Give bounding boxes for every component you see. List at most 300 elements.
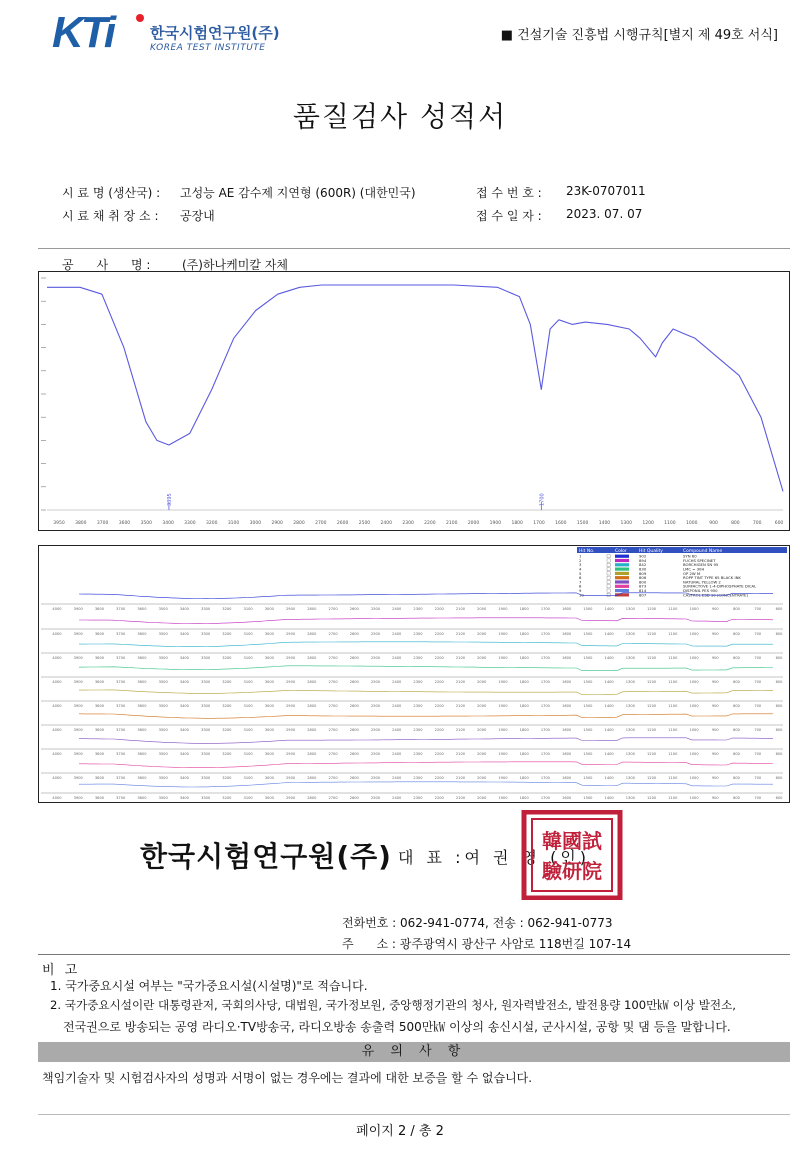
x-tick-label: 3000 — [249, 521, 262, 526]
legend-header-cell: Hit Quality — [639, 549, 663, 554]
stacked-tick-label: 4000 — [52, 607, 62, 611]
stacked-tick-label: 3000 — [264, 796, 274, 800]
stacked-tick-label: 3800 — [94, 752, 105, 756]
legend-color-swatch — [615, 589, 629, 592]
stacked-tick-label: 1800 — [519, 728, 529, 732]
stacked-tick-label: 3400 — [179, 704, 189, 708]
form-reference: ■ 건설기술 진흥법 시행규칙[별지 제 49호 서식] — [500, 28, 778, 43]
stacked-tick-label: 3100 — [243, 656, 253, 660]
stacked-tick-label: 1000 — [689, 728, 699, 732]
stacked-tick-label: 1300 — [625, 752, 635, 756]
sample-name-label: 시 료 명 (생산국) : — [62, 186, 161, 200]
stacked-tick-label: 3900 — [73, 656, 83, 660]
legend-header-cell: Color — [615, 549, 627, 554]
legend-compound-name: SURFACTOVE 1-4-DIPHOSPHATE DICAL — [683, 583, 757, 589]
stacked-tick-label: 2700 — [328, 728, 338, 732]
stacked-tick-label: 2000 — [477, 704, 487, 708]
stacked-tick-label: 2800 — [307, 796, 317, 800]
x-tick-label: 3200 — [206, 521, 218, 526]
stacked-tick-label: 1600 — [562, 704, 572, 708]
stacked-spectrum-line — [79, 782, 773, 787]
legend-color-swatch — [615, 555, 629, 558]
stacked-tick-label: 900 — [711, 656, 719, 660]
logo-english-name: KOREA TEST INSTITUTE — [150, 43, 266, 53]
stacked-tick-label: 800 — [733, 776, 740, 780]
legend-hit-quality: 807 — [639, 592, 647, 598]
stacked-tick-label: 2400 — [392, 704, 402, 708]
stacked-tick-label: 700 — [754, 632, 762, 636]
stacked-spectrum-line — [79, 593, 773, 599]
stacked-tick-label: 3300 — [201, 796, 211, 800]
stacked-tick-label: 3800 — [94, 776, 105, 780]
stacked-tick-label: 2500 — [370, 680, 381, 684]
legend-color-swatch — [615, 572, 629, 575]
stacked-tick-label: 2100 — [455, 728, 466, 732]
stacked-tick-label: 800 — [733, 632, 740, 636]
stacked-tick-label: 1700 — [540, 632, 550, 636]
legend-hit-quality: 814 — [639, 588, 647, 593]
receipt-number-value: 23K-0707011 — [566, 184, 646, 198]
stacked-tick-label: 1900 — [498, 796, 508, 800]
stacked-tick-label: 1000 — [689, 704, 699, 708]
stacked-tick-label: 2600 — [349, 752, 359, 756]
stacked-tick-label: 1800 — [519, 632, 529, 636]
stacked-tick-label: 3600 — [137, 776, 147, 780]
x-tick-label: 1500 — [576, 521, 589, 526]
stacked-tick-label: 4000 — [52, 680, 62, 684]
stacked-tick-label: 3500 — [158, 776, 168, 780]
x-tick-label: 600 — [774, 521, 784, 526]
stacked-tick-label: 1300 — [625, 680, 635, 684]
stacked-tick-label: 2100 — [455, 796, 466, 800]
stacked-tick-label: 2400 — [392, 680, 402, 684]
legend-color-swatch — [615, 559, 629, 562]
legend-checkbox — [607, 589, 610, 592]
stacked-tick-label: 1900 — [498, 728, 508, 732]
stacked-tick-label: 2300 — [413, 796, 423, 800]
stacked-tick-label: 4000 — [52, 752, 62, 756]
stacked-tick-label: 1100 — [668, 607, 678, 611]
stacked-tick-label: 2900 — [286, 776, 296, 780]
x-tick-label: 1700 — [533, 521, 545, 526]
stacked-tick-label: 1200 — [647, 656, 657, 660]
stacked-tick-label: 1400 — [604, 776, 614, 780]
stacked-tick-label: 1000 — [689, 607, 699, 611]
x-tick-label: 3700 — [96, 521, 109, 526]
stacked-tick-label: 2100 — [455, 776, 466, 780]
stacked-tick-label: 1400 — [604, 704, 614, 708]
stacked-tick-label: 1100 — [668, 656, 678, 660]
stacked-tick-label: 1000 — [689, 680, 699, 684]
stacked-tick-label: 2800 — [307, 776, 317, 780]
stacked-tick-label: 3500 — [158, 680, 168, 684]
stacked-tick-label: 1000 — [689, 776, 699, 780]
stacked-tick-label: 1800 — [519, 796, 529, 800]
stacked-tick-label: 2900 — [286, 656, 296, 660]
stacked-tick-label: 4000 — [52, 728, 62, 732]
stacked-tick-label: 900 — [711, 607, 719, 611]
sampling-place-label: 시 료 채 취 장 소 : — [62, 209, 159, 223]
stacked-tick-label: 3200 — [222, 680, 232, 684]
stacked-tick-label: 3900 — [73, 776, 83, 780]
stacked-tick-label: 2500 — [370, 704, 381, 708]
stacked-tick-label: 2700 — [328, 776, 338, 780]
peak-marker-label: 1700 — [539, 493, 546, 506]
stacked-tick-label: 3800 — [94, 656, 105, 660]
stacked-tick-label: 3800 — [94, 796, 105, 800]
stacked-tick-label: 3700 — [116, 680, 126, 684]
legend-compound-name: NATURAL YELLOW 2 — [683, 579, 721, 585]
x-tick-label: 2400 — [380, 521, 392, 526]
stacked-tick-label: 2600 — [349, 776, 359, 780]
stacked-tick-label: 2300 — [413, 656, 423, 660]
stacked-tick-label: 3600 — [137, 632, 147, 636]
stacked-tick-label: 2200 — [434, 776, 444, 780]
stacked-tick-label: 2900 — [286, 704, 296, 708]
stacked-tick-label: 2500 — [370, 728, 381, 732]
stacked-tick-label: 1600 — [562, 656, 572, 660]
stacked-tick-label: 3300 — [201, 776, 211, 780]
legend-checkbox — [607, 555, 610, 558]
legend-checkbox — [607, 559, 610, 562]
stacked-tick-label: 1700 — [540, 607, 550, 611]
stacked-tick-label: 3200 — [222, 607, 232, 611]
stacked-tick-label: 800 — [733, 752, 740, 756]
stacked-tick-label: 2000 — [477, 632, 487, 636]
stacked-tick-label: 3500 — [158, 656, 168, 660]
legend-color-swatch — [615, 563, 629, 566]
stacked-tick-label: 3900 — [73, 680, 83, 684]
stacked-tick-label: 700 — [754, 704, 762, 708]
stacked-tick-label: 800 — [733, 680, 740, 684]
legend-color-swatch — [615, 580, 629, 583]
ir-spectrum-chart — [39, 272, 788, 529]
legend-checkbox — [607, 580, 610, 583]
stacked-tick-label: 2100 — [455, 632, 466, 636]
stacked-tick-label: 3800 — [94, 680, 105, 684]
stacked-tick-label: 2900 — [286, 607, 296, 611]
stacked-tick-label: 600 — [775, 776, 783, 780]
x-tick-label: 900 — [709, 521, 718, 526]
legend-hit-number: 7 — [579, 579, 582, 585]
stacked-tick-label: 3500 — [158, 728, 168, 732]
remark-item-2-line-2: 전국권으로 방송되는 공영 라디오·TV방송국, 라디오방송 송출력 500만㎾ 이상의 송신시설, 군사시설, 공항 및 댐 등을 말합니다. — [63, 1020, 731, 1034]
x-tick-label: 1400 — [598, 521, 611, 526]
stacked-tick-label: 2500 — [370, 656, 381, 660]
stacked-tick-label: 2200 — [434, 680, 444, 684]
stacked-tick-label: 2200 — [434, 704, 444, 708]
stacked-tick-label: 3900 — [73, 796, 83, 800]
legend-hit-quality: 809 — [639, 570, 647, 576]
stacked-tick-label: 1600 — [562, 728, 572, 732]
stacked-tick-label: 1500 — [583, 796, 593, 800]
stacked-tick-label: 1500 — [583, 632, 593, 636]
stacked-tick-label: 2200 — [434, 632, 444, 636]
stacked-tick-label: 3900 — [73, 752, 83, 756]
receipt-date-value: 2023. 07. 07 — [566, 207, 643, 221]
stacked-tick-label: 1300 — [625, 656, 635, 660]
stacked-tick-label: 2900 — [286, 728, 296, 732]
stacked-tick-label: 700 — [754, 680, 762, 684]
receipt-number-label: 접 수 번 호 : — [476, 186, 542, 200]
legend-hit-quality: 800 — [639, 579, 647, 585]
stacked-tick-label: 3100 — [243, 752, 253, 756]
stacked-tick-label: 3200 — [222, 632, 232, 636]
stacked-tick-label: 2200 — [434, 796, 444, 800]
stacked-tick-label: 2900 — [286, 752, 296, 756]
stacked-tick-label: 1400 — [604, 632, 614, 636]
document-title: 품질검사 성적서 — [292, 100, 508, 133]
stacked-tick-label: 3600 — [137, 704, 147, 708]
stacked-tick-label: 1200 — [647, 796, 657, 800]
stacked-tick-label: 600 — [775, 728, 783, 732]
stacked-tick-label: 1500 — [583, 776, 593, 780]
stacked-tick-label: 2000 — [477, 656, 487, 660]
legend-checkbox — [607, 593, 610, 596]
stacked-tick-label: 1900 — [498, 656, 508, 660]
stacked-tick-label: 800 — [733, 728, 740, 732]
x-tick-label: 800 — [731, 521, 740, 526]
stacked-tick-label: 1100 — [668, 680, 678, 684]
stacked-tick-label: 600 — [775, 680, 783, 684]
ir-spectrum-frame — [38, 271, 790, 531]
stacked-tick-label: 1000 — [689, 752, 699, 756]
stacked-tick-label: 2400 — [392, 632, 402, 636]
stacked-tick-label: 1800 — [519, 656, 529, 660]
sampling-place-value: 공장내 — [180, 209, 215, 223]
stacked-tick-label: 1100 — [668, 752, 678, 756]
stacked-tick-label: 1200 — [647, 607, 657, 611]
stacked-tick-label: 4000 — [52, 704, 62, 708]
stacked-tick-label: 1200 — [647, 752, 657, 756]
stacked-tick-label: 2000 — [477, 680, 487, 684]
stacked-tick-label: 3200 — [222, 776, 232, 780]
stacked-tick-label: 900 — [711, 632, 719, 636]
stacked-tick-label: 800 — [733, 796, 740, 800]
stacked-tick-label: 1300 — [625, 607, 635, 611]
x-tick-label: 2900 — [271, 521, 283, 526]
divider — [38, 248, 790, 249]
notice-text: 책임기술자 및 시험검사자의 성명과 서명이 없는 경우에는 결과에 대한 보증을 할 수 없습니다. — [42, 1071, 533, 1085]
stacked-tick-label: 3600 — [137, 752, 147, 756]
stacked-tick-label: 3000 — [264, 752, 274, 756]
stacked-tick-label: 4000 — [52, 776, 62, 780]
stacked-tick-label: 2200 — [434, 656, 444, 660]
stacked-tick-label: 2200 — [434, 607, 444, 611]
legend-header-cell: Compound Name — [683, 549, 723, 554]
legend-header-row — [577, 547, 787, 553]
stacked-tick-label: 1600 — [562, 752, 572, 756]
stacked-tick-label: 1200 — [647, 776, 657, 780]
stacked-tick-label: 2400 — [392, 752, 402, 756]
stacked-tick-label: 2700 — [328, 656, 338, 660]
stacked-tick-label: 1900 — [498, 607, 508, 611]
legend-header-cell: Hit No. — [579, 549, 595, 554]
stacked-tick-label: 1300 — [625, 728, 635, 732]
stacked-spectrum-line — [79, 690, 773, 695]
stacked-tick-label: 2000 — [477, 728, 487, 732]
stacked-tick-label: 1400 — [604, 728, 614, 732]
stacked-tick-label: 2400 — [392, 607, 402, 611]
stacked-tick-label: 1300 — [625, 704, 635, 708]
legend-compound-name: OP 2W M — [683, 570, 701, 576]
stacked-tick-label: 3600 — [137, 728, 147, 732]
legend-checkbox — [607, 576, 610, 579]
stacked-tick-label: 3600 — [137, 656, 147, 660]
stacked-tick-label: 3100 — [243, 704, 253, 708]
stacked-spectrum-line — [79, 714, 773, 719]
legend-hit-number: 5 — [579, 570, 582, 576]
stacked-tick-label: 1800 — [519, 752, 529, 756]
stacked-tick-label: 4000 — [52, 656, 62, 660]
x-tick-label: 3300 — [184, 521, 196, 526]
construction-value: (주)하나케미칼 자체 — [182, 258, 288, 272]
logo-dot-icon — [136, 14, 144, 22]
stacked-tick-label: 1800 — [519, 607, 529, 611]
stacked-tick-label: 2100 — [455, 656, 466, 660]
stacked-tick-label: 600 — [775, 632, 783, 636]
stacked-tick-label: 3000 — [264, 776, 274, 780]
stacked-tick-label: 3800 — [94, 607, 105, 611]
stacked-tick-label: 2600 — [349, 728, 359, 732]
stacked-tick-label: 1100 — [668, 796, 678, 800]
stacked-tick-label: 3400 — [179, 607, 189, 611]
stacked-tick-label: 1300 — [625, 632, 635, 636]
stacked-tick-label: 3300 — [201, 607, 211, 611]
stacked-spectrum-line — [79, 618, 773, 624]
svg-text:韓國試: 韓國試 — [542, 829, 602, 853]
stacked-tick-label: 3400 — [179, 752, 189, 756]
stacked-tick-label: 1300 — [625, 796, 635, 800]
stacked-tick-label: 1900 — [498, 680, 508, 684]
stacked-tick-label: 2600 — [349, 704, 359, 708]
stacked-tick-label: 2700 — [328, 752, 338, 756]
stacked-tick-label: 3000 — [264, 607, 274, 611]
stacked-tick-label: 1800 — [519, 704, 529, 708]
stacked-tick-label: 2400 — [392, 796, 402, 800]
stacked-tick-label: 1800 — [519, 680, 529, 684]
stacked-tick-label: 2700 — [328, 704, 338, 708]
stacked-tick-label: 600 — [775, 796, 783, 800]
x-tick-label: 3100 — [227, 521, 240, 526]
stacked-tick-label: 2100 — [455, 752, 466, 756]
stacked-tick-label: 3200 — [222, 656, 232, 660]
notice-heading: 유 의 사 항 — [38, 1042, 790, 1062]
stacked-tick-label: 1400 — [604, 680, 614, 684]
x-tick-label: 2100 — [446, 521, 458, 526]
stacked-tick-label: 900 — [711, 704, 719, 708]
stacked-tick-label: 2000 — [477, 752, 487, 756]
stacked-tick-label: 3500 — [158, 752, 168, 756]
stacked-spectrum-line — [79, 738, 773, 744]
legend-checkbox — [607, 572, 610, 575]
stacked-tick-label: 3000 — [264, 680, 274, 684]
stacked-tick-label: 1400 — [604, 752, 614, 756]
x-tick-label: 2600 — [336, 521, 349, 526]
stacked-tick-label: 3800 — [94, 728, 105, 732]
stacked-tick-label: 2800 — [307, 680, 317, 684]
stacked-tick-label: 2000 — [477, 607, 487, 611]
stacked-tick-label: 2800 — [307, 607, 317, 611]
stacked-tick-label: 1200 — [647, 728, 657, 732]
x-tick-label: 2500 — [358, 521, 371, 526]
stacked-tick-label: 1400 — [604, 796, 614, 800]
legend-color-swatch — [615, 585, 629, 588]
stacked-tick-label: 2500 — [370, 607, 381, 611]
stacked-tick-label: 1700 — [540, 704, 550, 708]
stacked-tick-label: 1100 — [668, 632, 678, 636]
stacked-tick-label: 2100 — [455, 607, 466, 611]
stacked-tick-label: 3600 — [137, 607, 147, 611]
stacked-tick-label: 1600 — [562, 796, 572, 800]
stacked-tick-label: 1900 — [498, 704, 508, 708]
stacked-tick-label: 3100 — [243, 796, 253, 800]
stacked-tick-label: 700 — [754, 728, 762, 732]
x-tick-label: 2700 — [315, 521, 327, 526]
stacked-tick-label: 2800 — [307, 752, 317, 756]
stacked-tick-label: 2000 — [477, 796, 487, 800]
stacked-tick-label: 1500 — [583, 680, 593, 684]
stacked-tick-label: 2500 — [370, 796, 381, 800]
stacked-tick-label: 3500 — [158, 796, 168, 800]
stacked-tick-label: 2200 — [434, 752, 444, 756]
stacked-tick-label: 3100 — [243, 632, 253, 636]
legend-hit-number: 3 — [579, 562, 582, 568]
stacked-tick-label: 800 — [733, 656, 740, 660]
stacked-tick-label: 1000 — [689, 796, 699, 800]
library-search-chart — [39, 546, 788, 801]
stacked-tick-label: 1600 — [562, 632, 572, 636]
stacked-tick-label: 3200 — [222, 704, 232, 708]
remarks-heading: 비 고 — [42, 963, 81, 978]
stacked-tick-label: 2900 — [286, 632, 296, 636]
stacked-tick-label: 900 — [711, 776, 719, 780]
stacked-tick-label: 2600 — [349, 656, 359, 660]
legend-compound-name: CASTROL ESD 10 (CONCENTRATE) — [683, 592, 749, 598]
stacked-tick-label: 1600 — [562, 607, 572, 611]
stacked-tick-label: 3400 — [179, 776, 189, 780]
stacked-tick-label: 2100 — [455, 704, 466, 708]
legend-checkbox — [607, 563, 610, 566]
stacked-tick-label: 1500 — [583, 607, 593, 611]
stacked-tick-label: 1700 — [540, 680, 550, 684]
stacked-tick-label: 2800 — [307, 656, 317, 660]
legend-hit-number: 1 — [579, 553, 582, 559]
stacked-tick-label: 3000 — [264, 632, 274, 636]
stacked-tick-label: 2600 — [349, 607, 359, 611]
stacked-tick-label: 3700 — [116, 632, 126, 636]
sample-name-value: 고성능 AE 감수제 지연형 (600R) (대한민국) — [180, 186, 416, 200]
stacked-tick-label: 2500 — [370, 632, 381, 636]
stacked-tick-label: 1600 — [562, 680, 572, 684]
x-tick-label: 1300 — [620, 521, 632, 526]
stacked-tick-label: 600 — [775, 752, 783, 756]
stacked-tick-label: 3500 — [158, 704, 168, 708]
receipt-date-label: 접 수 일 자 : — [476, 209, 542, 223]
stacked-tick-label: 1300 — [625, 776, 635, 780]
stacked-tick-label: 3700 — [116, 728, 126, 732]
x-tick-label: 1200 — [642, 521, 654, 526]
stacked-tick-label: 2300 — [413, 752, 423, 756]
stacked-tick-label: 3700 — [116, 752, 126, 756]
stacked-tick-label: 1500 — [583, 656, 593, 660]
stacked-tick-label: 900 — [711, 680, 719, 684]
stacked-tick-label: 3500 — [158, 632, 168, 636]
stacked-tick-label: 1700 — [540, 776, 550, 780]
stacked-tick-label: 3300 — [201, 704, 211, 708]
stacked-tick-label: 700 — [754, 796, 762, 800]
x-tick-label: 3950 — [53, 521, 65, 526]
